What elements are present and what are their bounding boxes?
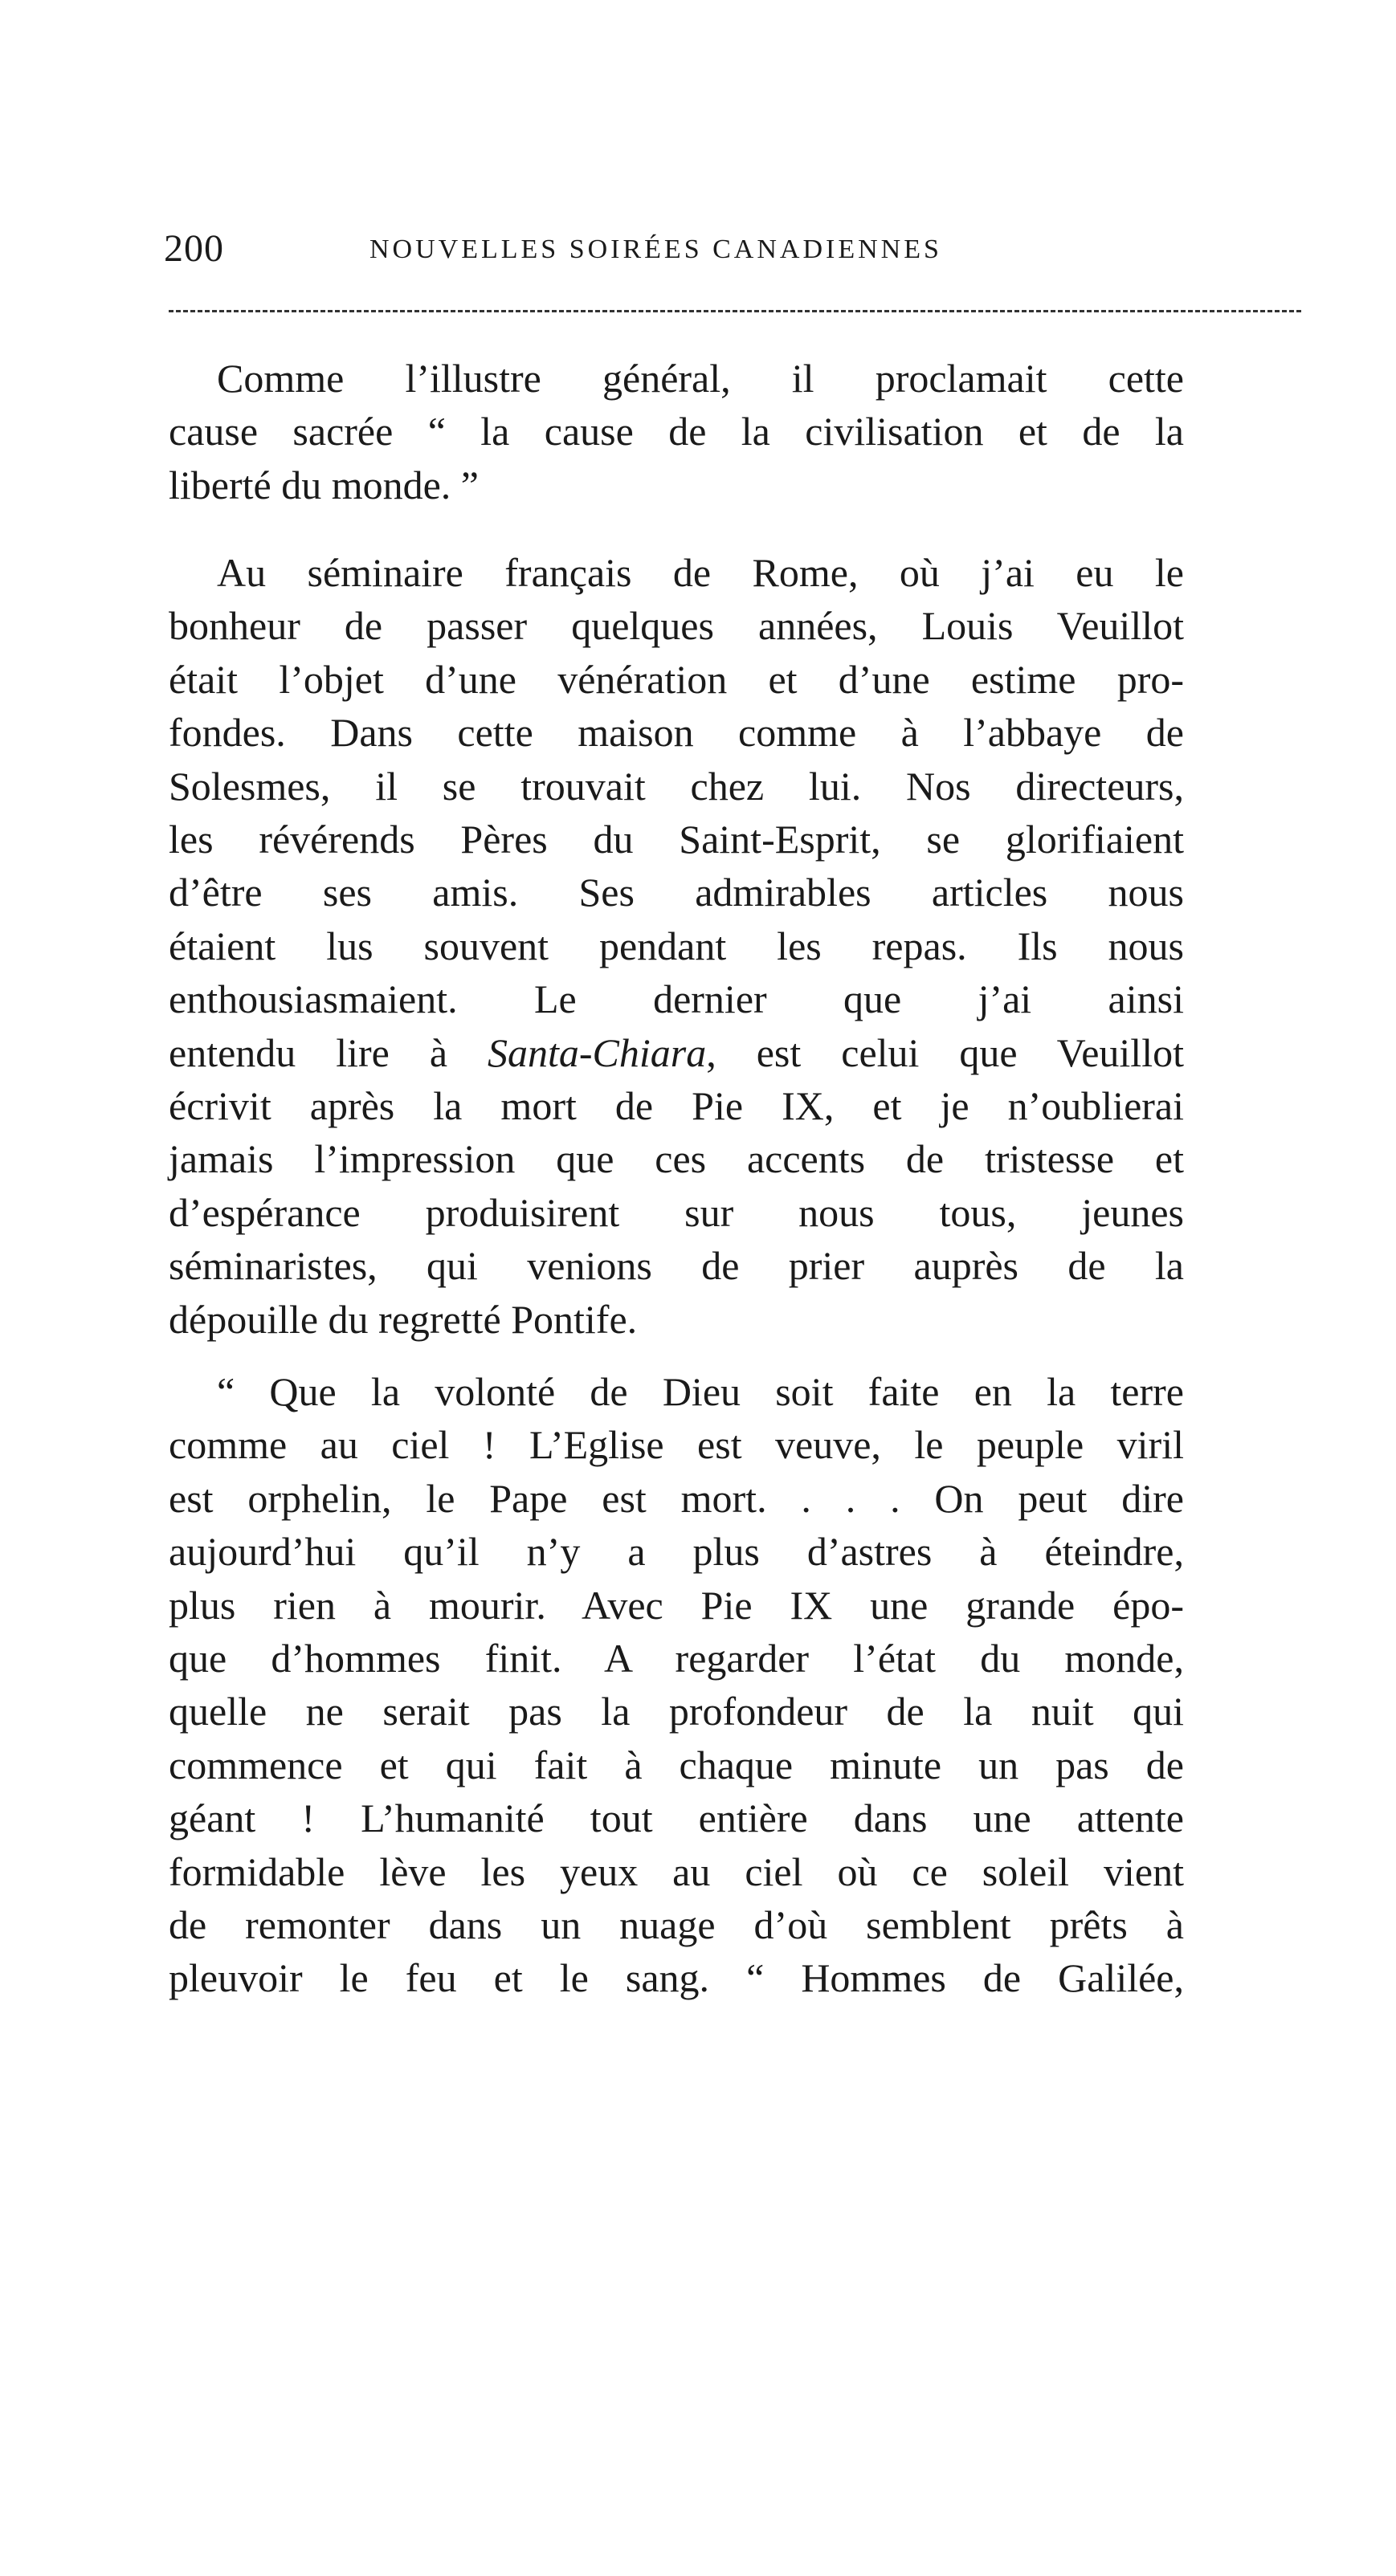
- text-line: d’espérance produisirent sur nous tous, jeunes: [169, 1189, 1184, 1235]
- text-line: était l’objet d’une vénération et d’une estime pro-: [169, 656, 1184, 702]
- text-line: de remonter dans un nuage d’où semblent prêts à: [169, 1902, 1184, 1948]
- text-line: est orphelin, le Pape est mort. . . . On peut dire: [169, 1475, 1184, 1521]
- text-line: comme au ciel ! L’Eglise est veuve, le peuple viril: [169, 1422, 1184, 1468]
- text-line: jamais l’impression que ces accents de tristesse et: [169, 1136, 1184, 1182]
- text-line: “ Que la volonté de Dieu soit faite en la terre: [217, 1369, 1184, 1414]
- text-line: d’être ses amis. Ses admirables articles nous: [169, 870, 1184, 915]
- text-line: entendu lire à Santa-Chiara, est celui que Veuillot: [169, 1029, 1184, 1075]
- text-line: étaient lus souvent pendant les repas. Ils nous: [169, 923, 1184, 968]
- text-line: plus rien à mourir. Avec Pie IX une grande épo-: [169, 1582, 1184, 1628]
- text-line: que d’hommes finit. A regarder l’état du monde,: [169, 1636, 1184, 1681]
- text-line: les révérends Pères du Saint-Esprit, se glorifiaient: [169, 817, 1184, 862]
- page-header: [164, 226, 1304, 275]
- page-number: 200: [164, 227, 224, 270]
- text-line: géant ! L’humanité tout entière dans une attente: [169, 1795, 1184, 1841]
- text-line: Au séminaire français de Rome, où j’ai eu le: [217, 550, 1184, 595]
- italic-place-name: Santa-Chiara: [488, 1029, 707, 1075]
- paragraph: [169, 352, 1184, 512]
- text-line: aujourd’hui qu’il n’y a plus d’astres à éteindre,: [169, 1529, 1184, 1575]
- text-line: bonheur de passer quelques années, Louis Veuillot: [169, 603, 1184, 649]
- text-line: dépouille du regretté Pontife.: [169, 1296, 638, 1342]
- running-title: NOUVELLES SOIRÉES CANADIENNES: [369, 234, 942, 264]
- text-line: pleuvoir le feu et le sang. “ Hommes de Galilée,: [169, 1955, 1184, 2001]
- text-line: cause sacrée “ la cause de la civilisation et de la: [169, 409, 1184, 454]
- text-line: enthousiasmaient. Le dernier que j’ai ainsi: [169, 976, 1184, 1022]
- text-line: Solesmes, il se trouvait chez lui. Nos directeurs,: [169, 763, 1184, 809]
- paragraph: [169, 1365, 1184, 2005]
- text-line: liberté du monde. ”: [169, 462, 479, 507]
- text-line: écrivit après la mort de Pie IX, et je n’oublierai: [169, 1083, 1184, 1129]
- text-line: séminaristes, qui venions de prier auprès de la: [169, 1243, 1184, 1289]
- text-line: commence et qui fait à chaque minute un pas de: [169, 1742, 1184, 1787]
- text-line: quelle ne serait pas la profondeur de la nuit qui: [169, 1689, 1184, 1734]
- paragraph: [169, 546, 1184, 1346]
- header-rule: [169, 310, 1301, 312]
- text-line: formidable lève les yeux au ciel où ce soleil vient: [169, 1848, 1184, 1894]
- text-line: Comme l’illustre général, il proclamait cette: [217, 356, 1184, 401]
- text-line: fondes. Dans cette maison comme à l’abbaye de: [169, 710, 1184, 756]
